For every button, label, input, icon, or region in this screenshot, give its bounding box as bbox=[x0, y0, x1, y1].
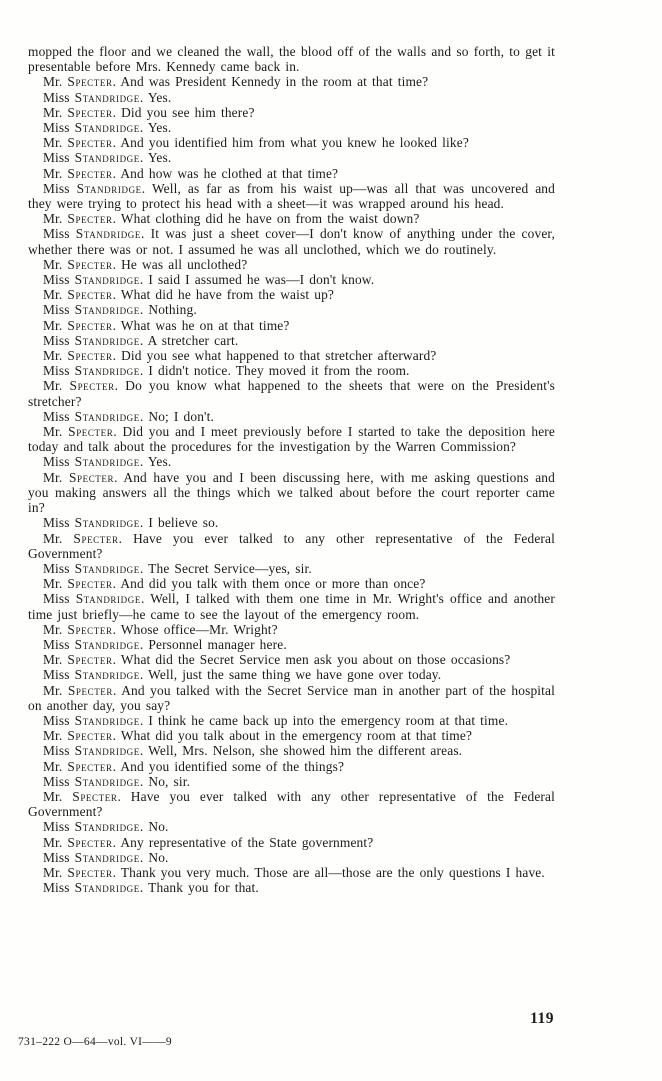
speaker-surname: Standridge bbox=[74, 302, 140, 318]
line-text: . Any representative of the State government? bbox=[112, 834, 374, 850]
speaker-surname: Specter bbox=[67, 135, 113, 151]
line-text: . He was all unclothed? bbox=[112, 256, 248, 272]
transcript-line bbox=[28, 774, 555, 789]
transcript-line bbox=[28, 166, 555, 181]
speaker-title: Mr. bbox=[43, 788, 73, 804]
transcript-line bbox=[28, 318, 555, 333]
speaker-title: Miss bbox=[43, 89, 75, 105]
speaker-surname: Standridge bbox=[74, 773, 140, 789]
line-text: . I think he came back up into the emergency room at that time. bbox=[139, 712, 509, 728]
transcript-line bbox=[28, 348, 555, 363]
speaker-surname: Standridge bbox=[74, 515, 140, 531]
speaker-title: Mr. bbox=[43, 834, 68, 850]
line-text: . And how was he clothed at that time? bbox=[112, 165, 339, 181]
line-text: . Did you and I meet previously before I started to take the deposition here today and talk about the procedures for the investigation by the Warren Commission? bbox=[28, 424, 555, 455]
line-text: . Well, Mrs. Nelson, she showed him the different areas. bbox=[139, 743, 463, 759]
transcript-line bbox=[28, 743, 555, 758]
transcript-line bbox=[28, 454, 555, 469]
line-text: . A stretcher cart. bbox=[139, 332, 239, 348]
transcript-line bbox=[28, 135, 555, 150]
line-text: . Yes. bbox=[139, 454, 172, 470]
speaker-surname: Standridge bbox=[75, 226, 141, 242]
line-text: . What did he have from the waist up? bbox=[112, 287, 335, 303]
speaker-title: Mr. bbox=[43, 530, 74, 546]
speaker-surname: Standridge bbox=[75, 591, 141, 607]
transcript-line bbox=[28, 865, 555, 880]
transcript-line bbox=[28, 378, 555, 408]
speaker-surname: Specter bbox=[67, 317, 113, 333]
speaker-title: Mr. bbox=[43, 256, 68, 272]
speaker-surname: Specter bbox=[67, 728, 113, 744]
speaker-surname: Standridge bbox=[74, 743, 140, 759]
speaker-surname: Specter bbox=[67, 256, 113, 272]
transcript-line bbox=[28, 728, 555, 743]
speaker-title: Mr. bbox=[43, 317, 68, 333]
transcript-line bbox=[28, 105, 555, 120]
speaker-surname: Specter bbox=[67, 104, 113, 120]
speaker-title: Mr. bbox=[43, 348, 68, 364]
line-text: . I believe so. bbox=[139, 515, 219, 531]
speaker-title: Miss bbox=[43, 408, 75, 424]
speaker-surname: Standridge bbox=[74, 363, 140, 379]
speaker-title: Mr. bbox=[43, 576, 68, 592]
speaker-title: Miss bbox=[43, 712, 75, 728]
speaker-surname: Specter bbox=[67, 758, 113, 774]
transcript-line bbox=[28, 576, 555, 591]
speaker-surname: Standridge bbox=[74, 454, 140, 470]
speaker-title: Mr. bbox=[43, 652, 68, 668]
transcript-line bbox=[28, 667, 555, 682]
speaker-title: Mr. bbox=[43, 165, 68, 181]
line-text: . Thank you very much. Those are all—those are the only questions I have. bbox=[112, 864, 545, 880]
speaker-title: Mr. bbox=[43, 211, 68, 227]
line-text: . No, sir. bbox=[139, 773, 191, 789]
transcript-line bbox=[28, 561, 555, 576]
transcript-line bbox=[28, 591, 555, 621]
speaker-title: Miss bbox=[43, 150, 75, 166]
speaker-title: Miss bbox=[43, 515, 75, 531]
transcript-line bbox=[28, 74, 555, 89]
line-text: . It was just a sheet cover—I don't know of anything under the cover, whether there was or not. I assumed he was all unclothed, which we do routinely. bbox=[28, 226, 555, 257]
speaker-title: Miss bbox=[43, 880, 75, 896]
transcript bbox=[28, 44, 555, 895]
line-text: . Do you know what happened to the sheets that were on the President's stretcher? bbox=[28, 378, 556, 409]
transcript-line bbox=[28, 363, 555, 378]
line-text: . Yes. bbox=[139, 89, 172, 105]
speaker-title: Mr. bbox=[43, 621, 68, 637]
speaker-surname: Standridge bbox=[74, 89, 140, 105]
speaker-title: Mr. bbox=[43, 74, 68, 90]
line-text: . Well, just the same thing we have gone over today. bbox=[139, 667, 442, 683]
speaker-title: Mr. bbox=[43, 728, 68, 744]
transcript-line bbox=[28, 880, 555, 895]
speaker-title: Miss bbox=[43, 272, 75, 288]
transcript-line bbox=[28, 713, 555, 728]
line-text: . No. bbox=[139, 849, 169, 865]
speaker-surname: Specter bbox=[67, 74, 113, 90]
transcript-line bbox=[28, 470, 555, 516]
transcript-line bbox=[28, 759, 555, 774]
speaker-surname: Specter bbox=[67, 682, 114, 698]
speaker-surname: Standridge bbox=[74, 272, 140, 288]
speaker-title: Miss bbox=[43, 560, 75, 576]
transcript-line bbox=[28, 683, 555, 713]
speaker-surname: Standridge bbox=[74, 150, 140, 166]
transcript-line bbox=[28, 819, 555, 834]
speaker-surname: Standridge bbox=[74, 408, 140, 424]
line-text: . What was he on at that time? bbox=[112, 317, 290, 333]
line-text: . And you identified some of the things? bbox=[112, 758, 345, 774]
speaker-title: Mr. bbox=[43, 378, 70, 394]
line-text: . Nothing. bbox=[139, 302, 197, 318]
speaker-title: Mr. bbox=[43, 104, 68, 120]
speaker-surname: Standridge bbox=[74, 849, 140, 865]
speaker-surname: Specter bbox=[67, 652, 113, 668]
transcript-line bbox=[28, 226, 555, 256]
speaker-title: Miss bbox=[43, 180, 77, 196]
line-text: . Thank you for that. bbox=[139, 880, 259, 896]
transcript-line bbox=[28, 789, 555, 819]
line-text: . And you identified him from what you knew he looked like? bbox=[112, 135, 469, 151]
transcript-line bbox=[28, 211, 555, 226]
transcript-line bbox=[28, 652, 555, 667]
speaker-title: Mr. bbox=[43, 864, 68, 880]
speaker-surname: Standridge bbox=[74, 120, 140, 136]
speaker-title: Mr. bbox=[43, 424, 69, 440]
transcript-line bbox=[28, 272, 555, 287]
page-number: 119 bbox=[530, 1010, 554, 1027]
transcript-line bbox=[28, 424, 555, 454]
speaker-title: Mr. bbox=[43, 287, 68, 303]
transcript-line bbox=[28, 150, 555, 165]
line-text: . Have you ever talked to any other representative of the Federal Government? bbox=[28, 530, 556, 561]
transcript-line bbox=[28, 835, 555, 850]
line-text: . What did you talk about in the emergency room at that time? bbox=[112, 728, 473, 744]
line-text: . Well, I talked with them one time in Mr. Wright's office and another time just briefly—he came to see the layout of the emergency room. bbox=[28, 591, 555, 622]
line-text: . No. bbox=[139, 819, 169, 835]
printer-imprint: 731–222 O—64—vol. VI——9 bbox=[18, 1036, 172, 1048]
transcript-line bbox=[28, 850, 555, 865]
transcript-line bbox=[28, 90, 555, 105]
transcript-line bbox=[28, 622, 555, 637]
transcript-line bbox=[28, 515, 555, 530]
speaker-title: Miss bbox=[43, 454, 75, 470]
speaker-title: Miss bbox=[43, 591, 76, 607]
transcript-line bbox=[28, 333, 555, 348]
speaker-surname: Standridge bbox=[76, 180, 142, 196]
speaker-surname: Specter bbox=[67, 211, 113, 227]
speaker-surname: Standridge bbox=[74, 880, 140, 896]
line-text: . And did you talk with them once or more than once? bbox=[112, 576, 426, 592]
line-text: . Did you see what happened to that stretcher afterward? bbox=[112, 348, 437, 364]
line-text: . I said I assumed he was—I don't know. bbox=[139, 272, 375, 288]
speaker-title: Miss bbox=[43, 667, 75, 683]
speaker-title: Mr. bbox=[43, 682, 68, 698]
transcript-line bbox=[28, 637, 555, 652]
speaker-surname: Specter bbox=[67, 834, 113, 850]
speaker-surname: Specter bbox=[67, 576, 113, 592]
transcript-line bbox=[28, 257, 555, 272]
line-text: . I didn't notice. They moved it from the room. bbox=[139, 363, 410, 379]
transcript-line bbox=[28, 409, 555, 424]
speaker-surname: Specter bbox=[67, 348, 113, 364]
speaker-surname: Standridge bbox=[74, 667, 140, 683]
line-text: . And was President Kennedy in the room at that time? bbox=[112, 74, 429, 90]
line-text: . What did the Secret Service men ask you about on those occasions? bbox=[112, 652, 511, 668]
speaker-title: Miss bbox=[43, 636, 75, 652]
speaker-surname: Specter bbox=[67, 621, 113, 637]
line-text: . What clothing did he have on from the waist down? bbox=[112, 211, 420, 227]
line-text: . Have you ever talked with any other representative of the Federal Government? bbox=[28, 788, 556, 820]
transcript-line bbox=[28, 302, 555, 317]
speaker-surname: Standridge bbox=[74, 560, 140, 576]
line-text: . The Secret Service—yes, sir. bbox=[139, 560, 312, 576]
speaker-surname: Standridge bbox=[74, 712, 140, 728]
speaker-surname: Specter bbox=[68, 424, 114, 440]
line-text: . Personnel manager here. bbox=[139, 636, 287, 652]
speaker-title: Miss bbox=[43, 819, 75, 835]
line-text: . Did you see him there? bbox=[112, 104, 255, 120]
speaker-title: Mr. bbox=[43, 469, 69, 485]
speaker-title: Miss bbox=[43, 332, 75, 348]
speaker-surname: Specter bbox=[68, 469, 115, 485]
speaker-title: Miss bbox=[43, 849, 75, 865]
speaker-surname: Specter bbox=[67, 864, 113, 880]
transcript-line bbox=[28, 531, 555, 561]
speaker-surname: Specter bbox=[69, 378, 115, 394]
speaker-title: Miss bbox=[43, 773, 75, 789]
line-text: . Whose office—Mr. Wright? bbox=[112, 621, 278, 637]
speaker-surname: Specter bbox=[67, 165, 113, 181]
speaker-surname: Standridge bbox=[74, 332, 140, 348]
line-text: . And you talked with the Secret Service man in another part of the hospital on another day, you say? bbox=[28, 682, 555, 713]
speaker-title: Mr. bbox=[43, 758, 68, 774]
transcript-line bbox=[28, 287, 555, 302]
speaker-title: Miss bbox=[43, 226, 76, 242]
speaker-surname: Specter bbox=[73, 530, 119, 546]
speaker-title: Miss bbox=[43, 363, 75, 379]
speaker-title: Miss bbox=[43, 302, 75, 318]
speaker-title: Miss bbox=[43, 120, 75, 136]
continuation-paragraph: mopped the floor and we cleaned the wall, the blood off of the walls and so forth, to get it presentable before Mrs. Kennedy came back in. bbox=[28, 44, 555, 75]
speaker-surname: Specter bbox=[67, 287, 113, 303]
line-text: . No; I don't. bbox=[139, 408, 214, 424]
speaker-surname: Specter bbox=[72, 788, 118, 804]
line-text: . Yes. bbox=[139, 120, 172, 136]
speaker-title: Miss bbox=[43, 743, 75, 759]
transcript-line bbox=[28, 120, 555, 135]
line-text: . Yes. bbox=[139, 150, 172, 166]
line-text: . Well, as far as from his waist up—was all that was uncovered and they were trying to protect his head with a sheet—it was wrapped around his head. bbox=[28, 180, 555, 212]
line-text: . And have you and I been discussing here, with me asking questions and you making answers all the things which we talked about before the court reporter came in? bbox=[28, 469, 555, 516]
speaker-surname: Standridge bbox=[74, 819, 140, 835]
speaker-title: Mr. bbox=[43, 135, 68, 151]
transcript-line bbox=[28, 181, 555, 211]
speaker-surname: Standridge bbox=[74, 636, 140, 652]
